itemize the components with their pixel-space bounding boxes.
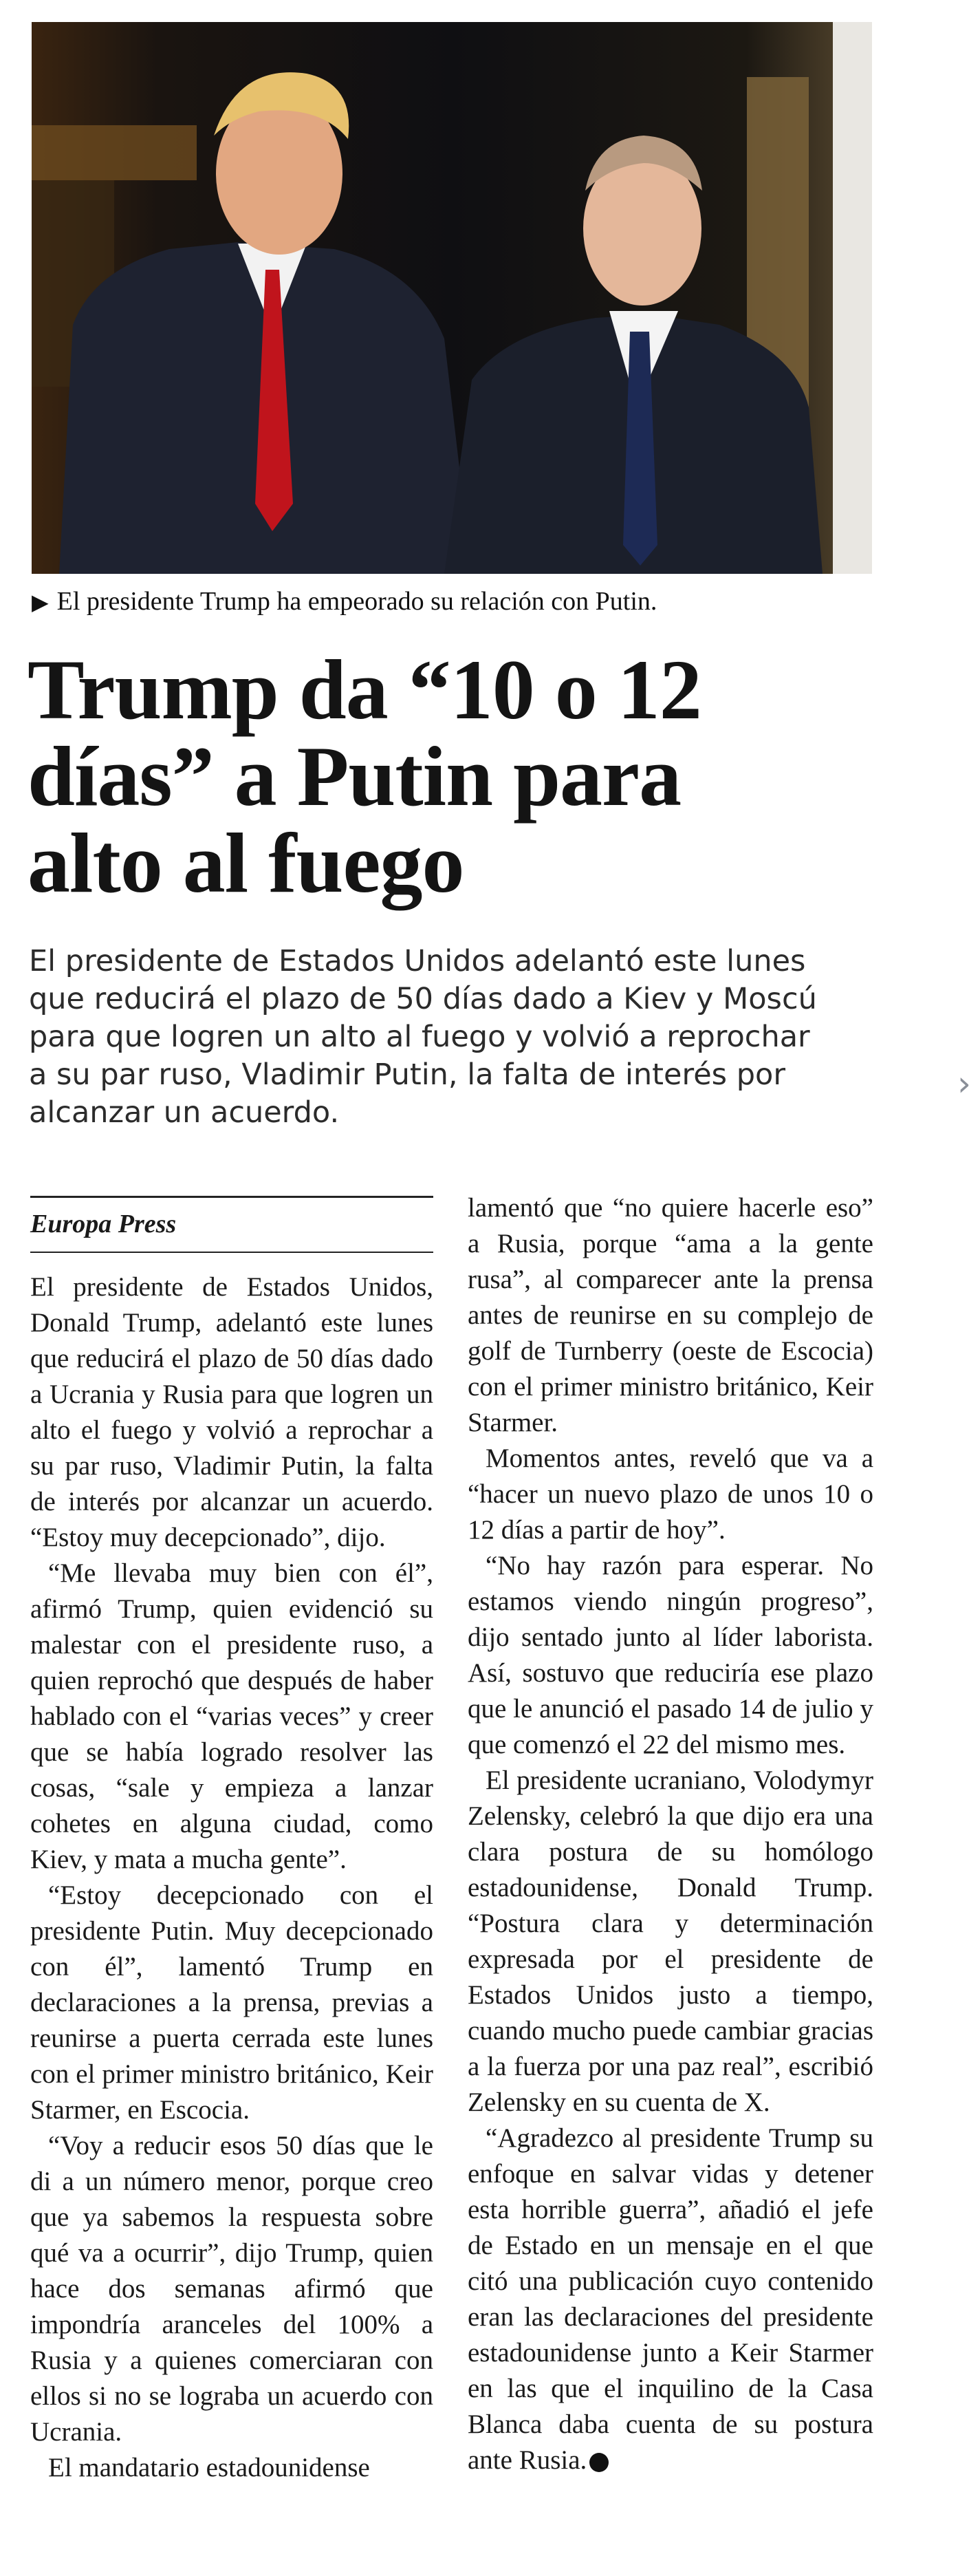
headline: Trump da “10 o 12 días” a Putin para alto al fuego — [28, 643, 701, 910]
body-column-right — [468, 1190, 873, 2478]
paragraph: “Voy a reducir esos 50 días que le di a un número menor, porque creo que ya sabemos la respuesta sobre qué va a ocurrir”, dijo Trump, quien hace dos semanas afirmó que impondría aranceles del 100% a Rusia y a quienes comerciaran con ellos si no se lograba un acuerdo con Ucrania. — [30, 2131, 433, 2447]
next-page-chevron-icon[interactable]: › — [957, 1064, 971, 1104]
paragraph: El presidente ucraniano, Volodymyr Zelensky, celebró la que dijo era una clara postura de su homólogo estadounidense, Donald Trump. “Postura clara y determinación expresada por el presidente de Estados Unidos justo a tiempo, cuando mucho puede cambiar gracias a la fuerza por una paz real”, escribió Zelensky en su cuenta de X. — [468, 1765, 873, 2117]
paragraph: El presidente de Estados Unidos, Donald Trump, adelantó este lunes que reducirá el plazo de 50 días dado a Ucrania y Rusia para que logren un alto el fuego y volvió a reprochar a su par ruso, Vladimir Putin, la falta de interés por alcanzar un acuerdo. “Estoy muy decepcionado”, dijo. — [30, 1272, 433, 1552]
photo-caption — [32, 585, 871, 619]
byline: Europa Press — [30, 1206, 433, 1253]
body-column-left — [30, 1196, 433, 2486]
caption-play-icon: ▶ — [32, 590, 49, 614]
article-photo — [32, 22, 872, 574]
paragraph: Momentos antes, reveló que va a “hacer un nuevo plazo de unos 10 o 12 días a partir de hoy”. — [468, 1443, 873, 1545]
paragraph: El mandatario estadounidense — [48, 2453, 370, 2482]
paragraph: lamentó que “no quiere hacerle eso” a Rusia, porque “ama a la gente rusa”, al comparecer ante la prensa antes de reunirse en su complejo de golf de Turnberry (oeste de Escocia) con el primer ministro británico, Keir Starmer. — [468, 1193, 873, 1437]
end-of-article-icon — [589, 2453, 609, 2472]
paragraph: “Estoy decepcionado con el presidente Putin. Muy decepcionado con él”, lamentó Trump en declaraciones a la prensa, previas a reunirse a puerta cerrada este lunes con el primer ministro británico, Keir Starmer, en Escocia. — [30, 1880, 433, 2125]
paragraph-text: “Agradezco al presidente Trump su enfoque en salvar vidas y detener esta horrible guerra”, añadió el jefe de Estado en un mensaje en el que citó una publicación cuyo contenido eran las declaraciones del presidente estadounidense junto a Keir Starmer en las que el inquilino de la Casa Blanca daba cuenta de su postura ante Rusia. — [468, 2123, 873, 2475]
lede: El presidente de Estados Unidos adelantó este lunes que reducirá el plazo de 50 días dado a Kiev y Moscú para que logren un alto al fuego y volvió a reprochar a su par ruso, Vladimir Putin, la falta de interés por alcanzar un acuerdo. — [29, 944, 817, 1130]
photo-trump-putin-icon — [32, 22, 872, 574]
byline-rule — [30, 1196, 433, 1198]
caption-text: El presidente Trump ha empeorado su relación con Putin. — [56, 587, 657, 616]
paragraph-last — [468, 2121, 873, 2478]
paragraph: “Me llevaba muy bien con él”, afirmó Trump, quien evidenció su malestar con el presidente ruso, a quien reprochó que después de haber hablado con el “varias veces” y creer que se había logrado resolver las cosas, “sale y empieza a lanzar cohetes en alguna ciudad, como Kiev, y mata a mucha gente”. — [30, 1558, 433, 1874]
paragraph: “No hay razón para esperar. No estamos viendo ningún progreso”, dijo sentado junto al líder laborista. Así, sostuvo que reduciría ese plazo que le anunció el pasado 14 de julio y que comenzó el 22 del mismo mes. — [468, 1551, 873, 1759]
